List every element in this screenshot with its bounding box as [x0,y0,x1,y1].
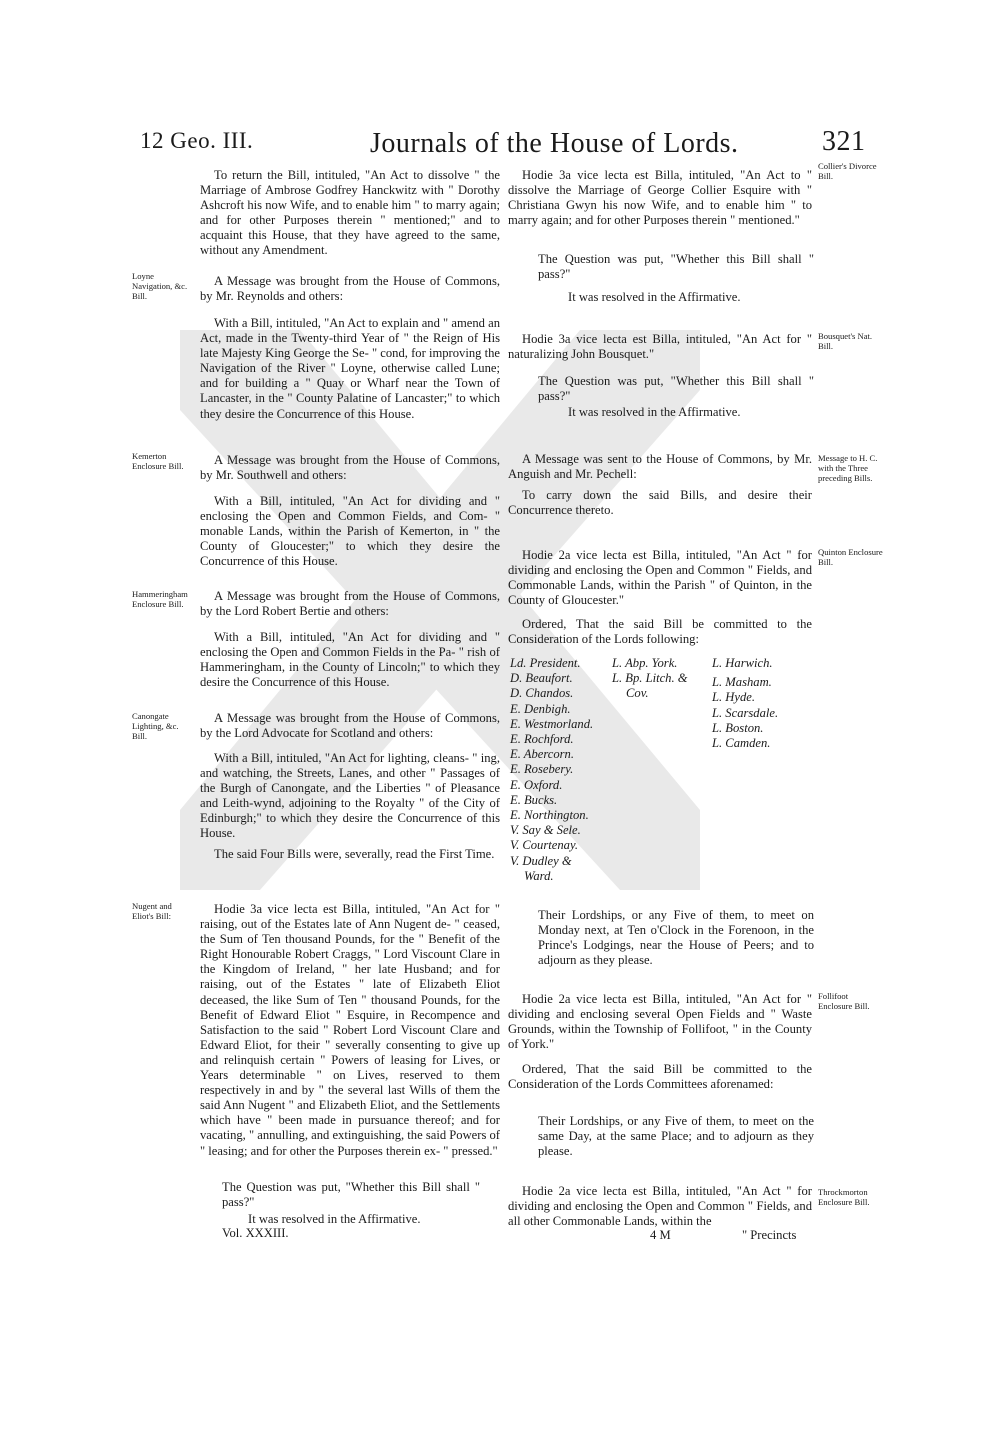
left-paragraph-11: Hodie 3a vice lecta est Billa, intituled, "An Act for " raising, out of the Estates late of Ann Nugent de- " ceased, the Sum of Ten thousand Pounds, for the " Benefit of the Right Honourable Robert Craggs, " Lord Viscount Clare in the Kingdom of Ireland, " her late Husband; and for raising, out of the Estates " late of Elizabeth Eliot deceased, the like Sum of Ten " thousand Pounds, for the Benefit of Edward Eliot " Esquire, in Recompence and Satisfaction to the said " Robert Lord Viscount Clare and Edward Eliot, for their " severally consenting to give up and relinquish certain " Powers of leasing for Lives, or Years determinable " on Lives, reserved to them respectively in and by " the several last Wills of them the said Ann Nugent " and Elizabeth Eliot, and the Settlements which have " been made in pursuance thereof; and for vacating, " annulling, and extinguishing, the said Powers of " leasing; and for other the Purposes therein ex- " pressed." [200,902,500,1158]
lord-name: E. Abercorn. [510,747,575,762]
lord-name: E. Rochford. [510,732,574,747]
lord-name: D. Chandos. [510,686,574,701]
left-paragraph-6: A Message was brought from the House of Commons, by the Lord Robert Bertie and others: [200,589,500,619]
lord-name: E. Westmorland. [510,716,594,731]
lord-name: L. Camden. [712,736,771,751]
margin-note-follifoot: Follifoot Enclosure Bill. [818,991,870,1011]
lords-list-col1 [510,656,593,884]
margin-note-throckmorton: Throckmorton Enclosure Bill. [818,1187,870,1207]
signature-mark: 4 M [650,1228,671,1242]
right-paragraph-7: A Message was sent to the House of Commons, by Mr. Anguish and Mr. Pechell: [508,452,812,482]
lord-name: E. Oxford. [510,777,563,792]
lord-name: L. Bp. Litch. & [612,671,688,686]
lord-name: E. Northington. [510,808,589,823]
left-paragraph-12: The Question was put, "Whether this Bill shall " pass?" [222,1180,480,1210]
left-paragraph-1: To return the Bill, intituled, "An Act to dissolve " the Marriage of Ambrose Godfrey Hanckwitz with " Dorothy Ashcroft his now Wife, and to enable him " to marry again; and for other Purposes therein " mentioned;" and to acquaint this House, that they have agreed to the same, without any Amendment. [200,168,500,258]
left-paragraph-4: A Message was brought from the House of Commons, by Mr. Southwell and others: [200,453,500,483]
lords-list-col2 [612,656,688,702]
left-paragraph-2: A Message was brought from the House of Commons, by Mr. Reynolds and others: [200,274,500,304]
right-paragraph-5: The Question was put, "Whether this Bill shall " pass?" [538,374,814,404]
margin-note-canongate: Canongate Lighting, &c. Bill. [132,711,179,741]
lord-name: L. Harwich. [712,656,773,670]
left-paragraph-10: The said Four Bills were, severally, read the First Time. [214,847,495,861]
margin-note-nugent: Nugent and Eliot's Bill: [132,901,172,921]
right-paragraph-13: Ordered, That the said Bill be committed to the Consideration of the Lords Committees aforenamed: [508,1062,812,1092]
margin-note-loyne: Loyne Navigation, &c. Bill. [132,271,188,301]
lord-name: Ld. President. [510,656,581,670]
right-paragraph-6: It was resolved in the Affirmative. [568,405,741,419]
lord-name: E. Denbigh. [510,701,571,716]
right-paragraph-10: Ordered, That the said Bill be committed to the Consideration of the Lords following: [508,617,812,647]
right-paragraph-12: Hodie 2a vice lecta est Billa, intituled, "An Act for " dividing and enclosing several Open Fields and " Waste Grounds, within the Township of Follifoot, " in the County of York." [508,992,812,1052]
header-regnal-year: 12 Geo. III. [140,128,254,153]
right-paragraph-3: It was resolved in the Affirmative. [568,290,741,304]
left-paragraph-8: A Message was brought from the House of Commons, by the Lord Advocate for Scotland and others: [200,711,500,741]
left-paragraph-5: With a Bill, intituled, "An Act for dividing and " enclosing the Open and Common Fields, and Com- " monable Lands, within the Parish of Kemerton, in " the County of Gloucester;" to which they desire the Concurrence of this House. [200,494,500,569]
page-number: 321 [822,126,866,157]
left-paragraph-3: With a Bill, intituled, "An Act to explain and " amend an Act, made in the Twenty-third Year of " the Reign of His late Majesty King George the Se- " cond, for improving the Navigation of the River " Loyne, otherwise called Lune; and for building a " Quay or Wharf near the Town of Lancaster, in the " County Palatine of Lancaster;" to which they desire the Concurrence of this House. [200,316,500,421]
right-paragraph-1: Hodie 3a vice lecta est Billa, intituled, "An Act to " dissolve the Marriage of George Collier Esquire with " Christiana Gwyn his now Wife, and to enable him " to marry again; and for other Purposes therein " mentioned." [508,168,812,228]
right-paragraph-14: Their Lordships, or any Five of them, to meet on the same Day, at the same Place; and to adjourn as they please. [538,1114,814,1159]
lord-name: Ward. [524,868,554,883]
lord-name: D. Beaufort. [510,671,573,686]
lord-name: L. Masham. [712,675,772,690]
right-paragraph-8: To carry down the said Bills, and desire their Concurrence thereto. [508,488,812,518]
lord-name: L. Boston. [712,720,764,735]
header-title: Journals of the House of Lords. [370,128,739,159]
lord-name: L. Scarsdale. [712,705,779,720]
right-paragraph-4: Hodie 3a vice lecta est Billa, intituled, "An Act for " naturalizing John Bousquet." [508,332,812,362]
margin-note-bousquet: Bousquet's Nat. Bill. [818,331,873,351]
lord-name: E. Rosebery. [510,762,574,777]
lord-name: V. Courtenay. [510,838,578,853]
lord-name: V. Say & Sele. [510,823,581,838]
lord-name: L. Abp. York. [612,656,678,670]
right-paragraph-11: Their Lordships, or any Five of them, to meet on Monday next, at Ten o'Clock in the Forenoon, in the Prince's Lodgings, near the House of Peers; and to adjourn as they please. [538,908,814,968]
catchword: " Precincts [742,1228,797,1242]
lord-name: V. Dudley & [510,853,572,868]
right-paragraph-9: Hodie 2a vice lecta est Billa, intituled, "An Act " for dividing and enclosing the Open and Common " Fields, and Commonable Lands, within the Parish " of Quinton, in the County of Gloucester." [508,548,812,608]
right-paragraph-15: Hodie 2a vice lecta est Billa, intituled, "An Act " for dividing and enclosing the Open and Common " Fields, and all other Commonable Lands, within the [508,1184,812,1229]
margin-note-hammeringham: Hammeringham Enclosure Bill. [132,589,188,609]
left-paragraph-13: It was resolved in the Affirmative. [248,1212,421,1226]
margin-note-kemerton: Kemerton Enclosure Bill. [132,451,184,471]
lords-list-col3 [712,656,778,751]
margin-note-quinton: Quinton Enclosure Bill. [818,547,883,567]
lord-name: L. Hyde. [712,690,756,705]
left-paragraph-9: With a Bill, intituled, "An Act for lighting, cleans- " ing, and watching, the Streets, Lanes, and other " Passages of the Burgh of Canongate, and the Liberties " of Pleasance and Leith-wynd, adjoining to the Royalty " of the City of Edinburgh;" to which they desire the Concurrence of this House. [200,751,500,841]
margin-note-message: Message to H. C. with the Three preceding Bills. [818,453,878,483]
right-paragraph-2: The Question was put, "Whether this Bill shall " pass?" [538,252,814,282]
margin-note-collier: Collier's Divorce Bill. [818,161,877,181]
volume-footer: Vol. XXXIII. [222,1226,289,1240]
left-paragraph-7: With a Bill, intituled, "An Act for dividing and " enclosing the Open and Common Fields in the Pa- " rish of Hammeringham, in the County of Lincoln;" to which they desire the Concurrence of this House. [200,630,500,690]
lord-name: Cov. [626,686,649,701]
lord-name: E. Bucks. [510,792,558,807]
